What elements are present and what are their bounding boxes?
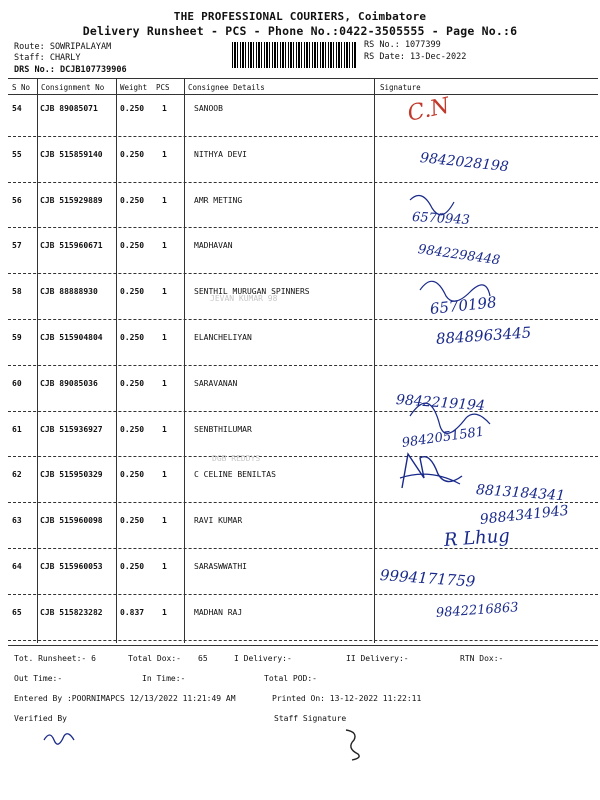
signature-scribble: C.N — [405, 93, 452, 127]
signature-scribble: 8848963445 — [435, 323, 532, 348]
row-weight: 0.250 — [120, 516, 145, 526]
row-consignee-name: MADHAVAN — [194, 241, 233, 251]
out-time: Out Time:- — [14, 674, 63, 683]
row-consignee-name: AMR METING — [194, 195, 243, 205]
total-dox-value: 65 — [198, 654, 208, 663]
row-weight: 0.250 — [120, 149, 145, 159]
row-consignee-name: SENTHIL MURUGAN SPINNERS — [194, 287, 310, 297]
signature-scribble: 6570943 — [411, 210, 471, 229]
row-weight: 0.837 — [120, 607, 145, 617]
row-pcs: 1 — [162, 104, 167, 113]
signature-strokes — [400, 190, 590, 440]
row-sno: 58 — [12, 287, 22, 297]
signature-scribble: 8813184341 — [475, 482, 566, 505]
barcode — [232, 42, 356, 68]
faint-stamp: JEVAN KUMAR 98 — [210, 294, 278, 303]
signature-strokes — [398, 448, 478, 498]
tot-runsheet: Tot. Runsheet:- 6 — [14, 654, 96, 663]
signature-scribble: 9842298448 — [416, 242, 501, 269]
entered-by: Entered By :POORNIMAPCS 12/13/2022 11:21:49 AM — [14, 694, 236, 703]
row-pcs: 1 — [162, 195, 167, 205]
row-sno: 62 — [12, 470, 22, 480]
header-bottom-rule — [8, 94, 598, 95]
runsheet-title: Delivery Runsheet - PCS - Phone No.:0422-3505555 - Page No.:6 — [82, 24, 518, 38]
row-weight: 0.250 — [120, 333, 145, 342]
footer-rule — [8, 645, 598, 646]
row-pcs: 1 — [162, 287, 167, 297]
row-weight: 0.250 — [120, 287, 145, 297]
row-pcs: 1 — [162, 562, 167, 571]
faint-stamp: DGB REDDYS — [212, 454, 261, 463]
col-sno: S No — [12, 83, 31, 92]
row-weight: 0.250 — [120, 378, 145, 388]
i-delivery: I Delivery:- — [234, 654, 292, 663]
row-sno: 60 — [12, 378, 22, 388]
row-pcs: 1 — [162, 424, 167, 434]
row-pcs: 1 — [162, 607, 167, 617]
row-sno: 55 — [12, 149, 22, 159]
row-sno: 54 — [12, 104, 22, 113]
total-pod: Total POD:- — [264, 674, 317, 683]
row-weight: 0.250 — [120, 424, 145, 434]
row-consignment-no: CJB 515929889 — [40, 195, 103, 205]
row-consignment-no: CJB 88888930 — [40, 287, 98, 297]
row-divider — [8, 640, 598, 641]
row-consignee-name: SARAVANAN — [194, 378, 238, 388]
row-consignment-no: CJB 515936927 — [40, 424, 103, 434]
staff-signature — [340, 726, 366, 762]
row-sno: 65 — [12, 607, 22, 617]
row-pcs: 1 — [162, 333, 167, 342]
row-divider — [8, 182, 598, 183]
company-title: THE PROFESSIONAL COURIERS, Coimbatore — [173, 10, 427, 23]
row-sno: 63 — [12, 516, 22, 526]
row-consignee-name: SENBTHILUMAR — [194, 424, 252, 434]
row-divider — [8, 136, 598, 137]
row-consignment-no: CJB 515950329 — [40, 470, 103, 480]
row-divider — [8, 594, 598, 595]
row-weight: 0.250 — [120, 104, 145, 113]
row-consignment-no: CJB 515960671 — [40, 241, 103, 251]
col-divider — [184, 79, 185, 643]
row-pcs: 1 — [162, 149, 167, 159]
ii-delivery: II Delivery:- — [346, 654, 409, 663]
row-consignment-no: CJB 89085071 — [40, 104, 98, 113]
row-sno: 64 — [12, 562, 22, 571]
col-pcs: PCS — [156, 83, 170, 92]
col-consignee: Consignee Details — [188, 83, 265, 92]
row-divider — [8, 502, 598, 503]
col-signature: Signature — [380, 83, 421, 92]
row-consignment-no: CJB 515823282 — [40, 607, 103, 617]
rtn-dox: RTN Dox:- — [460, 654, 504, 663]
row-weight: 0.250 — [120, 562, 145, 571]
row-sno: 56 — [12, 195, 22, 205]
row-sno: 61 — [12, 424, 22, 434]
row-consignment-no: CJB 89085036 — [40, 378, 98, 388]
row-weight: 0.250 — [120, 195, 145, 205]
row-consignee-name: ELANCHELIYAN — [194, 333, 252, 342]
row-pcs: 1 — [162, 378, 167, 388]
row-divider — [8, 548, 598, 549]
col-divider — [116, 79, 117, 643]
col-divider — [374, 79, 375, 643]
drs-number: DRS No.: DCJB107739906 — [14, 65, 127, 75]
row-pcs: 1 — [162, 516, 167, 526]
col-weight: Weight — [120, 83, 148, 92]
row-sno: 57 — [12, 241, 22, 251]
route-label: Route: SOWRIPALAYAM — [14, 42, 112, 52]
signature-scribble: 9842219194 — [395, 392, 486, 415]
row-pcs: 1 — [162, 470, 167, 480]
rs-date: RS Date: 13-Dec-2022 — [364, 52, 467, 62]
row-consignment-no: CJB 515859140 — [40, 149, 103, 159]
total-dox-label: Total Dox:- — [128, 654, 181, 663]
row-weight: 0.250 — [120, 470, 145, 480]
row-consignee-name: SARASWWATHI — [194, 562, 247, 571]
row-consignment-no: CJB 515960053 — [40, 562, 103, 571]
signature-scribble: 6570198 — [429, 293, 498, 318]
signature-scribble: 9994171759 — [379, 566, 476, 591]
staff-signature-label: Staff Signature — [274, 714, 347, 723]
col-consignment: Consignment No — [41, 83, 105, 92]
row-sno: 59 — [12, 333, 22, 342]
printed-on: Printed On: 13-12-2022 11:22:11 — [272, 694, 422, 703]
staff-label: Staff: CHARLY — [14, 53, 81, 63]
signature-scribble: R Lhug — [443, 525, 511, 551]
verified-by: Verified By — [14, 714, 67, 723]
col-divider — [37, 79, 38, 643]
row-consignment-no: CJB 515960098 — [40, 516, 103, 526]
row-consignee-name: SANOOB — [194, 104, 223, 113]
signature-scribble: 9842216863 — [435, 600, 520, 621]
row-pcs: 1 — [162, 241, 167, 251]
row-weight: 0.250 — [120, 241, 145, 251]
row-consignee-name: C CELINE BENILTAS — [194, 470, 276, 480]
row-divider — [8, 456, 598, 457]
in-time: In Time:- — [142, 674, 186, 683]
row-consignee-name: NITHYA DEVI — [194, 149, 247, 159]
row-consignee-name: MADHAN RAJ — [194, 607, 243, 617]
rs-number: RS No.: 1077399 — [364, 40, 441, 50]
verifier-signature — [40, 726, 80, 748]
row-consignment-no: CJB 515904804 — [40, 333, 103, 342]
signature-scribble: 9842028198 — [419, 150, 510, 176]
header-top-rule — [8, 78, 598, 79]
signature-scribble: 9842051581 — [400, 424, 485, 451]
signature-scribble: 9884341943 — [479, 502, 570, 528]
row-consignee-name: RAVI KUMAR — [194, 516, 243, 526]
